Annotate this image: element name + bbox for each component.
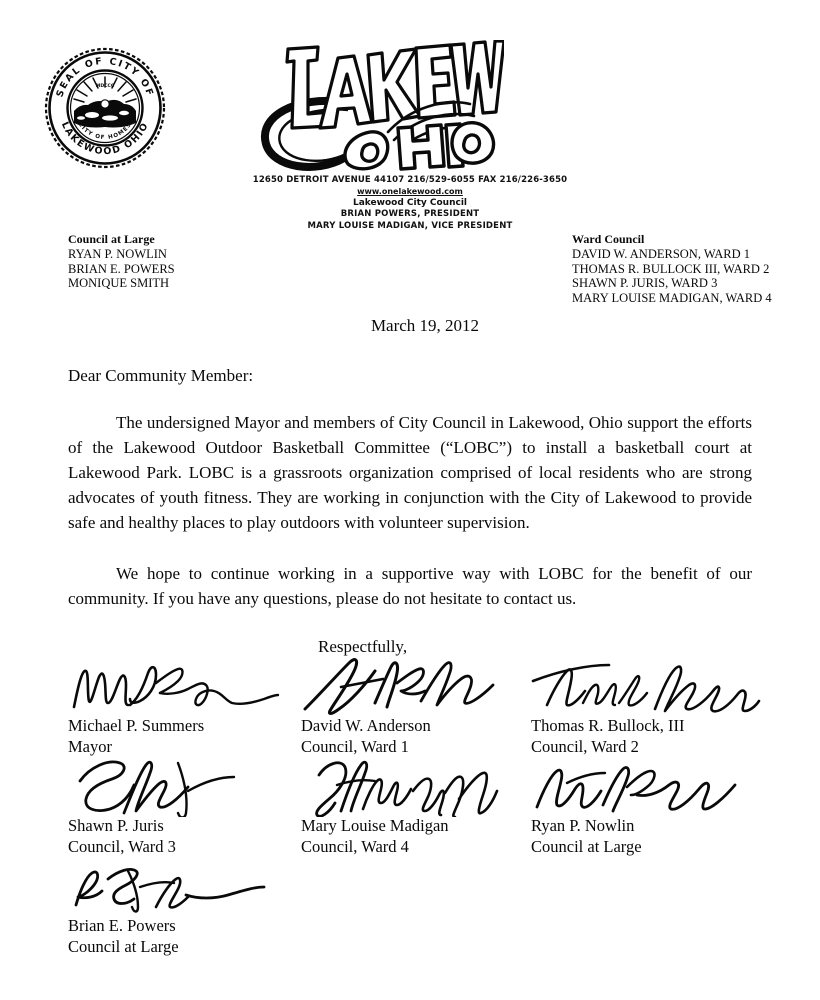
roster-ward-council <box>572 232 772 305</box>
letter-salutation: Dear Community Member: <box>68 366 254 385</box>
handwritten-signature-nowlin <box>531 763 768 815</box>
letter-paragraph-1: The undersigned Mayor and members of City Council in Lakewood, Ohio support the efforts of the Lakewood Outdoor Basketball Committee (“LOBC”) to install a basketball court at Lakewood Park. LOBC is a grassroots organization comprised of local residents who are strong advocates of youth fitness. They are working in conjunction with the City of Lakewood to provide safe and healthy places to play outdoors with volunteer supervision. <box>68 413 752 532</box>
roster-member: MONIQUE SMITH <box>68 276 170 290</box>
signatory-name: David W. Anderson <box>301 716 431 735</box>
signatory-name: Mary Louise Madigan <box>301 816 449 835</box>
signature-block-nowlin <box>531 763 768 857</box>
svg-text:SEAL OF CITY OF: SEAL OF CITY OF <box>54 55 156 99</box>
signatory-title: Council, Ward 2 <box>531 737 639 756</box>
letter-body <box>68 410 752 611</box>
signature-block-juris <box>68 763 301 857</box>
signatory-name: Ryan P. Nowlin <box>531 816 635 835</box>
signatory-title: Council at Large <box>531 837 642 856</box>
roster-council-at-large <box>68 232 175 291</box>
roster-heading: Ward Council <box>572 232 645 246</box>
handwritten-signature-anderson <box>301 663 531 715</box>
letter-paragraph-2: We hope to continue working in a supportive way with LOBC for the benefit of our community. If you have any questions, please do not hesitate to contact us. <box>68 564 752 608</box>
handwritten-signature-juris <box>68 763 301 815</box>
signatory-title: Council at Large <box>68 937 179 956</box>
svg-text:LAKEWOOD OHIO: LAKEWOOD OHIO <box>58 120 152 158</box>
roster-member: MARY LOUISE MADIGAN, WARD 4 <box>572 290 772 305</box>
signature-row <box>68 663 768 757</box>
roster-member: DAVID W. ANDERSON, WARD 1 <box>572 247 751 261</box>
handwritten-signature-summers <box>68 663 301 715</box>
city-seal-icon <box>44 47 166 169</box>
organization-name: Lakewood City Council <box>352 198 467 208</box>
website-link[interactable]: www.onelakewood.com <box>357 187 463 196</box>
signatory-title: Council, Ward 1 <box>301 737 409 756</box>
address-line: 12650 DETROIT AVENUE 44107 216/529-6055 FAX 216/226-3650 <box>252 175 568 185</box>
signature-block-powers <box>68 863 301 957</box>
signature-block-madigan <box>301 763 531 857</box>
lakewood-ohio-wordmark-logo <box>252 40 504 172</box>
handwritten-signature-powers <box>68 863 301 915</box>
signature-block-anderson <box>301 663 531 757</box>
letter-date: March 19, 2012 <box>370 316 480 335</box>
svg-text:MDCCC: MDCCC <box>95 84 115 89</box>
signature-row <box>68 763 768 857</box>
signatory-name: Thomas R. Bullock, III <box>531 716 685 735</box>
roster-member: RYAN P. NOWLIN <box>68 247 167 261</box>
signature-grid <box>68 663 768 957</box>
signatory-title: Council, Ward 4 <box>301 837 409 856</box>
svg-text:CITY OF HOMES: CITY OF HOMES <box>76 121 134 142</box>
signatory-name: Michael P. Summers <box>68 716 205 735</box>
council-president: BRIAN POWERS, PRESIDENT <box>340 209 480 219</box>
signatory-name: Shawn P. Juris <box>68 816 164 835</box>
letterhead-contact-block <box>0 174 820 232</box>
council-rosters <box>0 232 820 310</box>
signatory-name: Brian E. Powers <box>68 916 176 935</box>
council-vice-president: MARY LOUISE MADIGAN, VICE PRESIDENT <box>307 220 513 231</box>
signatory-title: Mayor <box>68 737 112 756</box>
letterhead <box>0 0 820 232</box>
roster-heading: Council at Large <box>68 232 155 246</box>
handwritten-signature-madigan <box>301 763 531 815</box>
handwritten-signature-bullock <box>531 663 768 715</box>
signature-row <box>68 863 768 957</box>
signature-block-summers <box>68 663 301 757</box>
roster-member: SHAWN P. JURIS, WARD 3 <box>572 276 718 290</box>
closing-text: Respectfully, <box>318 637 408 656</box>
roster-member: THOMAS R. BULLOCK III, WARD 2 <box>572 261 770 276</box>
signatory-title: Council, Ward 3 <box>68 837 176 856</box>
signature-block-bullock <box>531 663 768 757</box>
roster-member: BRIAN E. POWERS <box>68 261 175 276</box>
